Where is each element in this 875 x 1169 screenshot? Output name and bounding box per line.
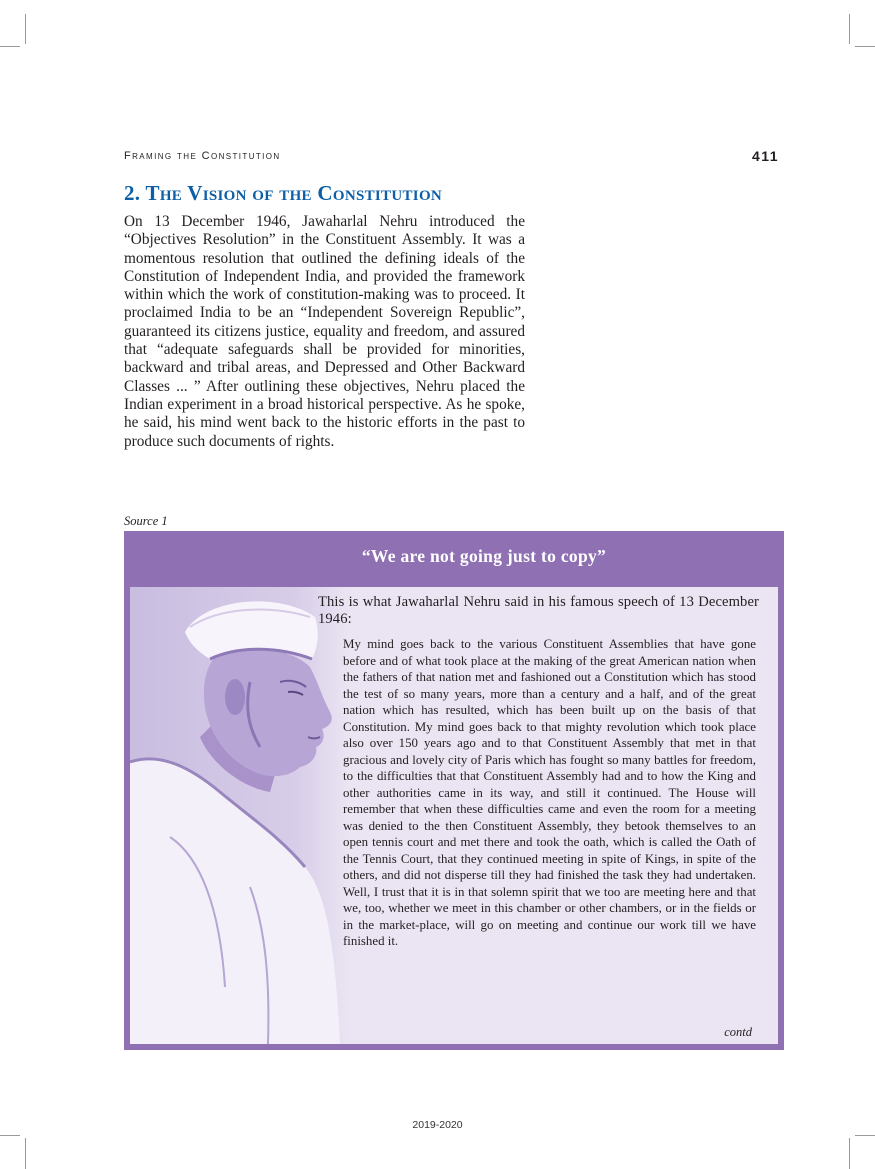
crop-mark <box>855 46 875 47</box>
crop-mark <box>25 14 26 44</box>
source-label: Source 1 <box>124 514 168 528</box>
footer-year: 2019-2020 <box>412 1119 463 1131</box>
page-number: 411 <box>752 148 780 164</box>
crop-mark <box>0 46 20 47</box>
crop-mark <box>849 1138 850 1169</box>
crop-mark <box>0 1135 20 1136</box>
nehru-portrait-illustration <box>130 587 350 1044</box>
running-title: Framing the Constitution <box>124 150 281 162</box>
speech-quote: My mind goes back to the various Constituent Assemblies that have gone before and of what took place at the making of the great American nation when the fathers of that nation met and fashioned out a Constitution which has stood the test of so many years, more than a century and a half, and of the great nation which has resulted, which has been built up on the basis of that Constitution. My mind goes back to that mighty revolution which took place also over 150 years ago and to that Constituent Assembly that met in that gracious and lovely city of Paris which has fought so many battles for freedom, to the difficulties that that Constituent Assembly had and to how the King and other authorities came in its way, and still it continued. The House will remember that when these difficulties came and even the room for a meeting was denied to the then Constituent Assembly, they betook themselves to an open tennis court and met there and took the oath, which is called the Oath of the Tennis Court, that they continued meeting in spite of Kings, in spite of the others, and did not disperse till they had finished the task they had undertaken. Well, I trust that it is in that solemn spirit that we too are meeting here and that we, too, whether we meet in this chamber or other chambers, or in the fields or in the market-place, will go on meeting and continue our work till we have finished it. <box>343 637 756 948</box>
continued-label: contd <box>724 1025 752 1039</box>
crop-mark <box>849 14 850 44</box>
crop-mark <box>855 1135 875 1136</box>
source-content <box>130 587 778 1044</box>
section-heading: 2. The Vision of the Constitution <box>124 181 443 205</box>
crop-mark <box>25 1138 26 1169</box>
quote-intro: This is what Jawaharlal Nehru said in his famous speech of 13 December 1946: <box>318 594 759 627</box>
body-paragraph: On 13 December 1946, Jawaharlal Nehru introduced the “Objectives Resolution” in the Constituent Assembly. It was a momentous resolution that outlined the defining ideals of the Constitution of Independent India, and provided the framework within which the work of constitution-making was to proceed. It proclaimed India to be an “Independent Sovereign Republic”, guaranteed its citizens justice, equality and freedom, and assured that “adequate safeguards shall be provided for minorities, backward and tribal areas, and Depressed and Other Backward Classes ... ” After outlining these objectives, Nehru placed the Indian experiment in a broad historical perspective. As he spoke, he said, his mind went back to the historic efforts in the past to produce such documents of rights. <box>124 213 525 450</box>
source-title: “We are not going just to copy” <box>361 545 607 566</box>
source-box <box>124 531 784 1050</box>
